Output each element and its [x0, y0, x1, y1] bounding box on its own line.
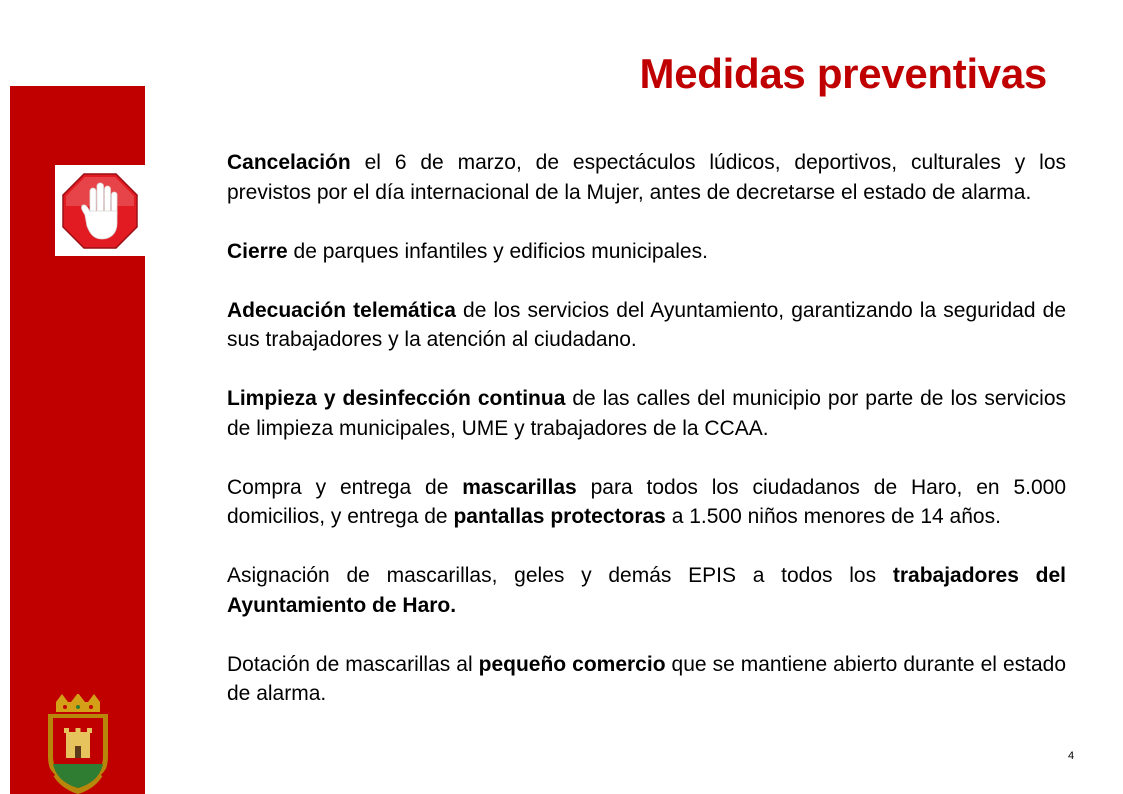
- measure-paragraph: [227, 237, 1066, 267]
- page-title: Medidas preventivas: [639, 50, 1047, 97]
- measure-paragraph: [227, 296, 1066, 355]
- measure-text: a 1.500 niños menores de 14 años.: [665, 505, 1001, 528]
- measure-highlight: Adecuación telemática: [227, 298, 456, 322]
- measure-text: para todos los ciudadanos de Haro, en 5.000 domicilios, y entrega de: [227, 475, 1067, 528]
- measure-paragraph: [227, 384, 1066, 443]
- measure-highlight: Limpieza y desinfección continua: [227, 387, 566, 410]
- stop-sign-panel: [55, 165, 145, 256]
- measure-text: de las calles del municipio por parte de los servicios de limpieza municipales, UME y trabajadores de la CCAA.: [227, 387, 1066, 440]
- measure-highlight: pequeño comercio: [478, 652, 666, 676]
- stop-hand-icon: [60, 171, 140, 251]
- measure-paragraph: [227, 650, 1066, 709]
- page-number: 4: [1068, 750, 1075, 762]
- measure-paragraph: [227, 561, 1066, 620]
- measure-paragraph: [227, 148, 1066, 207]
- measure-highlight: Cierre: [227, 239, 288, 263]
- measure-text: de parques infantiles y edificios municipales.: [287, 239, 708, 263]
- coat-of-arms-icon: [40, 694, 116, 794]
- measure-text: Compra y entrega de: [227, 475, 463, 499]
- measure-highlight: pantallas protectoras: [453, 505, 666, 528]
- measure-highlight: Cancelación: [227, 151, 351, 174]
- measure-text: Asignación de mascarillas, geles y demás EPIS a todos los: [227, 564, 893, 587]
- measure-text: de los servicios del Ayuntamiento, garantizando la seguridad de sus trabajadores y la atención al ciudadano.: [227, 298, 1066, 351]
- measure-highlight: mascarillas: [462, 475, 577, 499]
- measure-text: el 6 de marzo, de espectáculos lúdicos, deportivos, culturales y los previstos por el día internacional de la Mujer, antes de decretarse el estado de alarma.: [227, 151, 1066, 204]
- measure-text: que se mantiene abierto durante el estado de alarma.: [227, 652, 1066, 705]
- measure-paragraph: [227, 473, 1066, 532]
- measure-text: Dotación de mascarillas al: [227, 652, 479, 676]
- measure-highlight: trabajadores del Ayuntamiento de Haro.: [227, 564, 1066, 617]
- measures-list: [227, 148, 1066, 738]
